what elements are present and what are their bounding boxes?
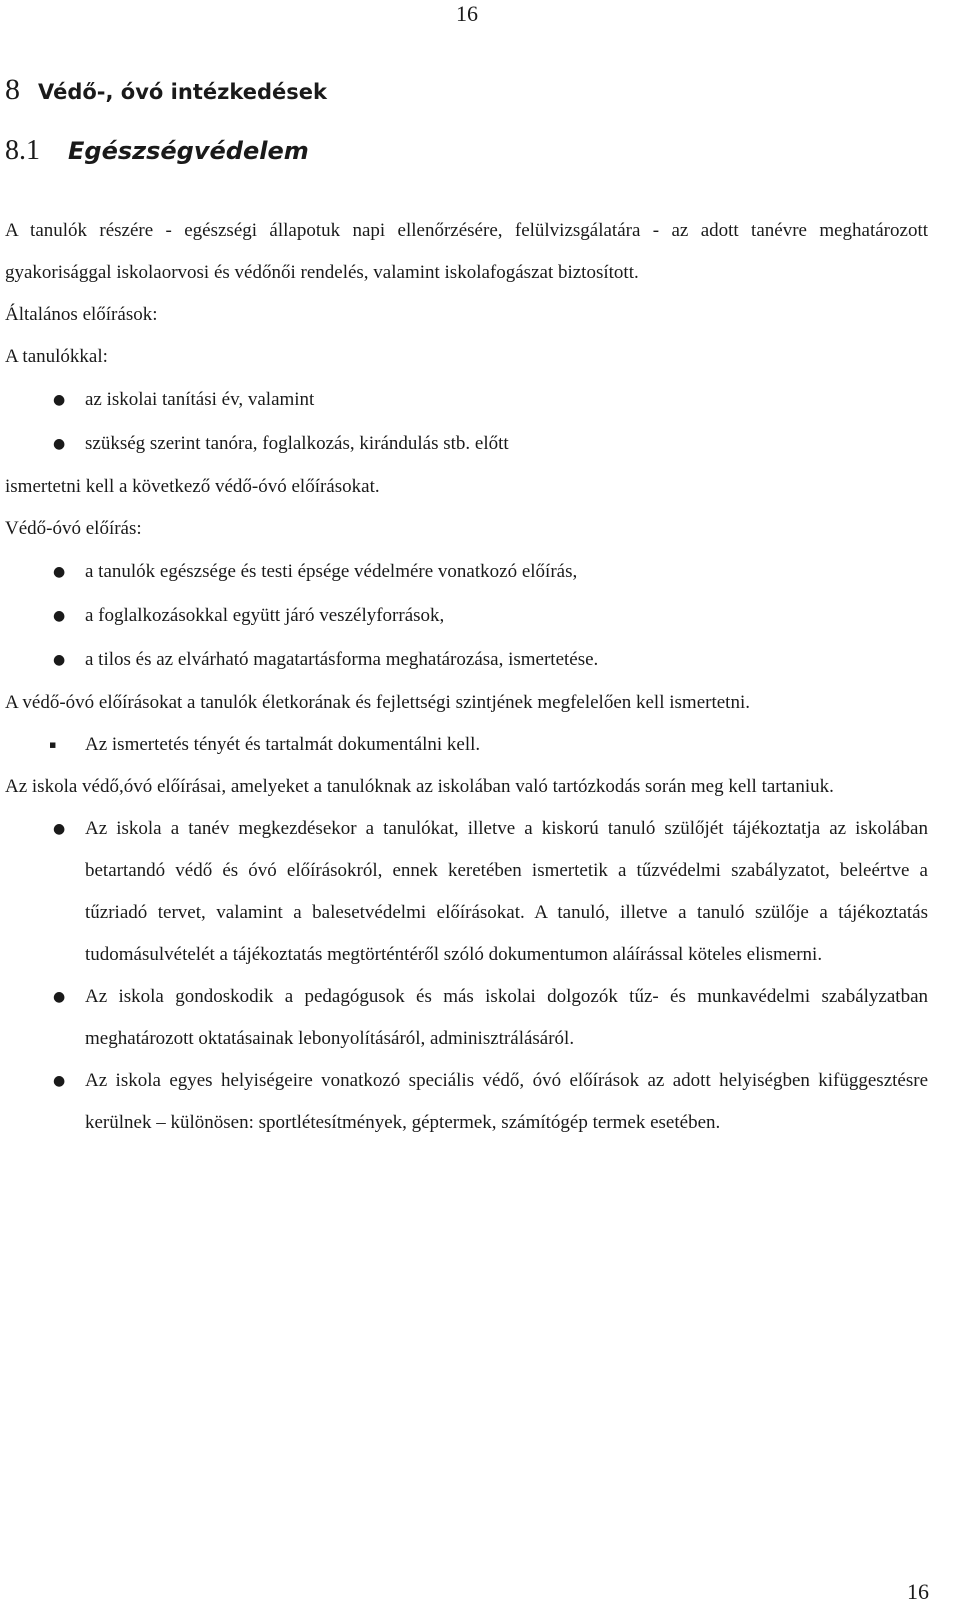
square-bullet-icon: ▪ [49, 738, 57, 751]
body-content [5, 210, 928, 1144]
section-number: 8 [5, 73, 20, 106]
list-school-duties [5, 808, 928, 1144]
list-item: ● Az iskola a tanév megkezdésekor a tanulókat, illetve a kiskorú tanuló szülőjét tájékoztatja az iskolában betartandó védő és óvó előírásokról, ennek keretében ismertetik a tűzvédelmi szabályzatot, beleértve a tűzriadó tervet, valamint a balesetvédelmi előírásokat. A tanuló, illetve a tanuló szülője a tájékoztatás tudomásulvételét a tájékoztatás megtörténtéről szóló dokumentumon aláírással köteles elismerni. [5, 808, 928, 976]
list-item: ● az iskolai tanítási év, valamint [5, 378, 928, 422]
school-rules-paragraph: Az iskola védő,óvó előírásai, amelyeket a tanulóknak az iskolában való tartózkodás során meg kell tartaniuk. [5, 776, 834, 797]
bullet-icon: ● [53, 989, 66, 1005]
list-when [5, 378, 928, 466]
list-item: ● a tilos és az elvárható magatartásforma meghatározása, ismertetése. [5, 638, 928, 682]
bullet-icon: ● [53, 392, 66, 408]
bullet-icon: ● [53, 821, 66, 837]
intro-paragraph: A tanulók részére - egészségi állapotuk napi ellenőrzésére, felülvizsgálatára - az adott tanévre meghatározott gyakorisággal iskolaorvosi és védőnői rendelés, valamint iskolafogászat biztosított. [5, 220, 928, 283]
bullet-icon: ● [53, 564, 66, 580]
page-number-bottom: 16 [907, 1579, 929, 1604]
bullet-icon: ● [53, 608, 66, 624]
bullet-icon: ● [53, 436, 66, 452]
list-item: ● Az iskola egyes helyiségeire vonatkozó speciális védő, óvó előírások az adott helyiségben kifüggesztésre kerülnek – különösen: sportlétesítmények, géptermek, számítógép termek esetében. [5, 1060, 928, 1144]
subsection-heading [5, 132, 309, 169]
students-label: A tanulókkal: [5, 346, 108, 367]
list-item: ● a foglalkozásokkal együtt járó veszélyforrások, [5, 594, 928, 638]
age-paragraph: A védő-óvó előírásokat a tanulók életkorának és fejlettségi szintjének megfelelően kell ismertetni. [5, 692, 750, 713]
general-rules-label: Általános előírások: [5, 304, 158, 325]
list-rules [5, 550, 928, 682]
bullet-icon: ● [53, 652, 66, 668]
list-item: ● a tanulók egészsége és testi épsége védelmére vonatkozó előírás, [5, 550, 928, 594]
list-item: ● szükség szerint tanóra, foglalkozás, kirándulás stb. előtt [5, 422, 928, 466]
bullet-icon: ● [53, 1073, 66, 1089]
page-number-top: 16 [456, 1, 478, 26]
protective-rules-label: Védő-óvó előírás: [5, 518, 142, 539]
list-item: ● Az iskola gondoskodik a pedagógusok és más iskolai dolgozók tűz- és munkavédelmi szabályzatban meghatározott oktatásainak lebonyolításáról, adminisztrálásáról. [5, 976, 928, 1060]
subsection-number: 8.1 [5, 135, 40, 166]
section-title: Védő-, óvó intézkedések [38, 80, 327, 104]
subsection-title: Egészségvédelem [68, 137, 309, 165]
list-documentation [5, 724, 928, 766]
list-when-conclusion: ismertetni kell a következő védő-óvó előírásokat. [5, 476, 380, 497]
list-item: ▪ Az ismertetés tényét és tartalmát dokumentálni kell. [5, 724, 928, 766]
section-heading [5, 72, 327, 110]
